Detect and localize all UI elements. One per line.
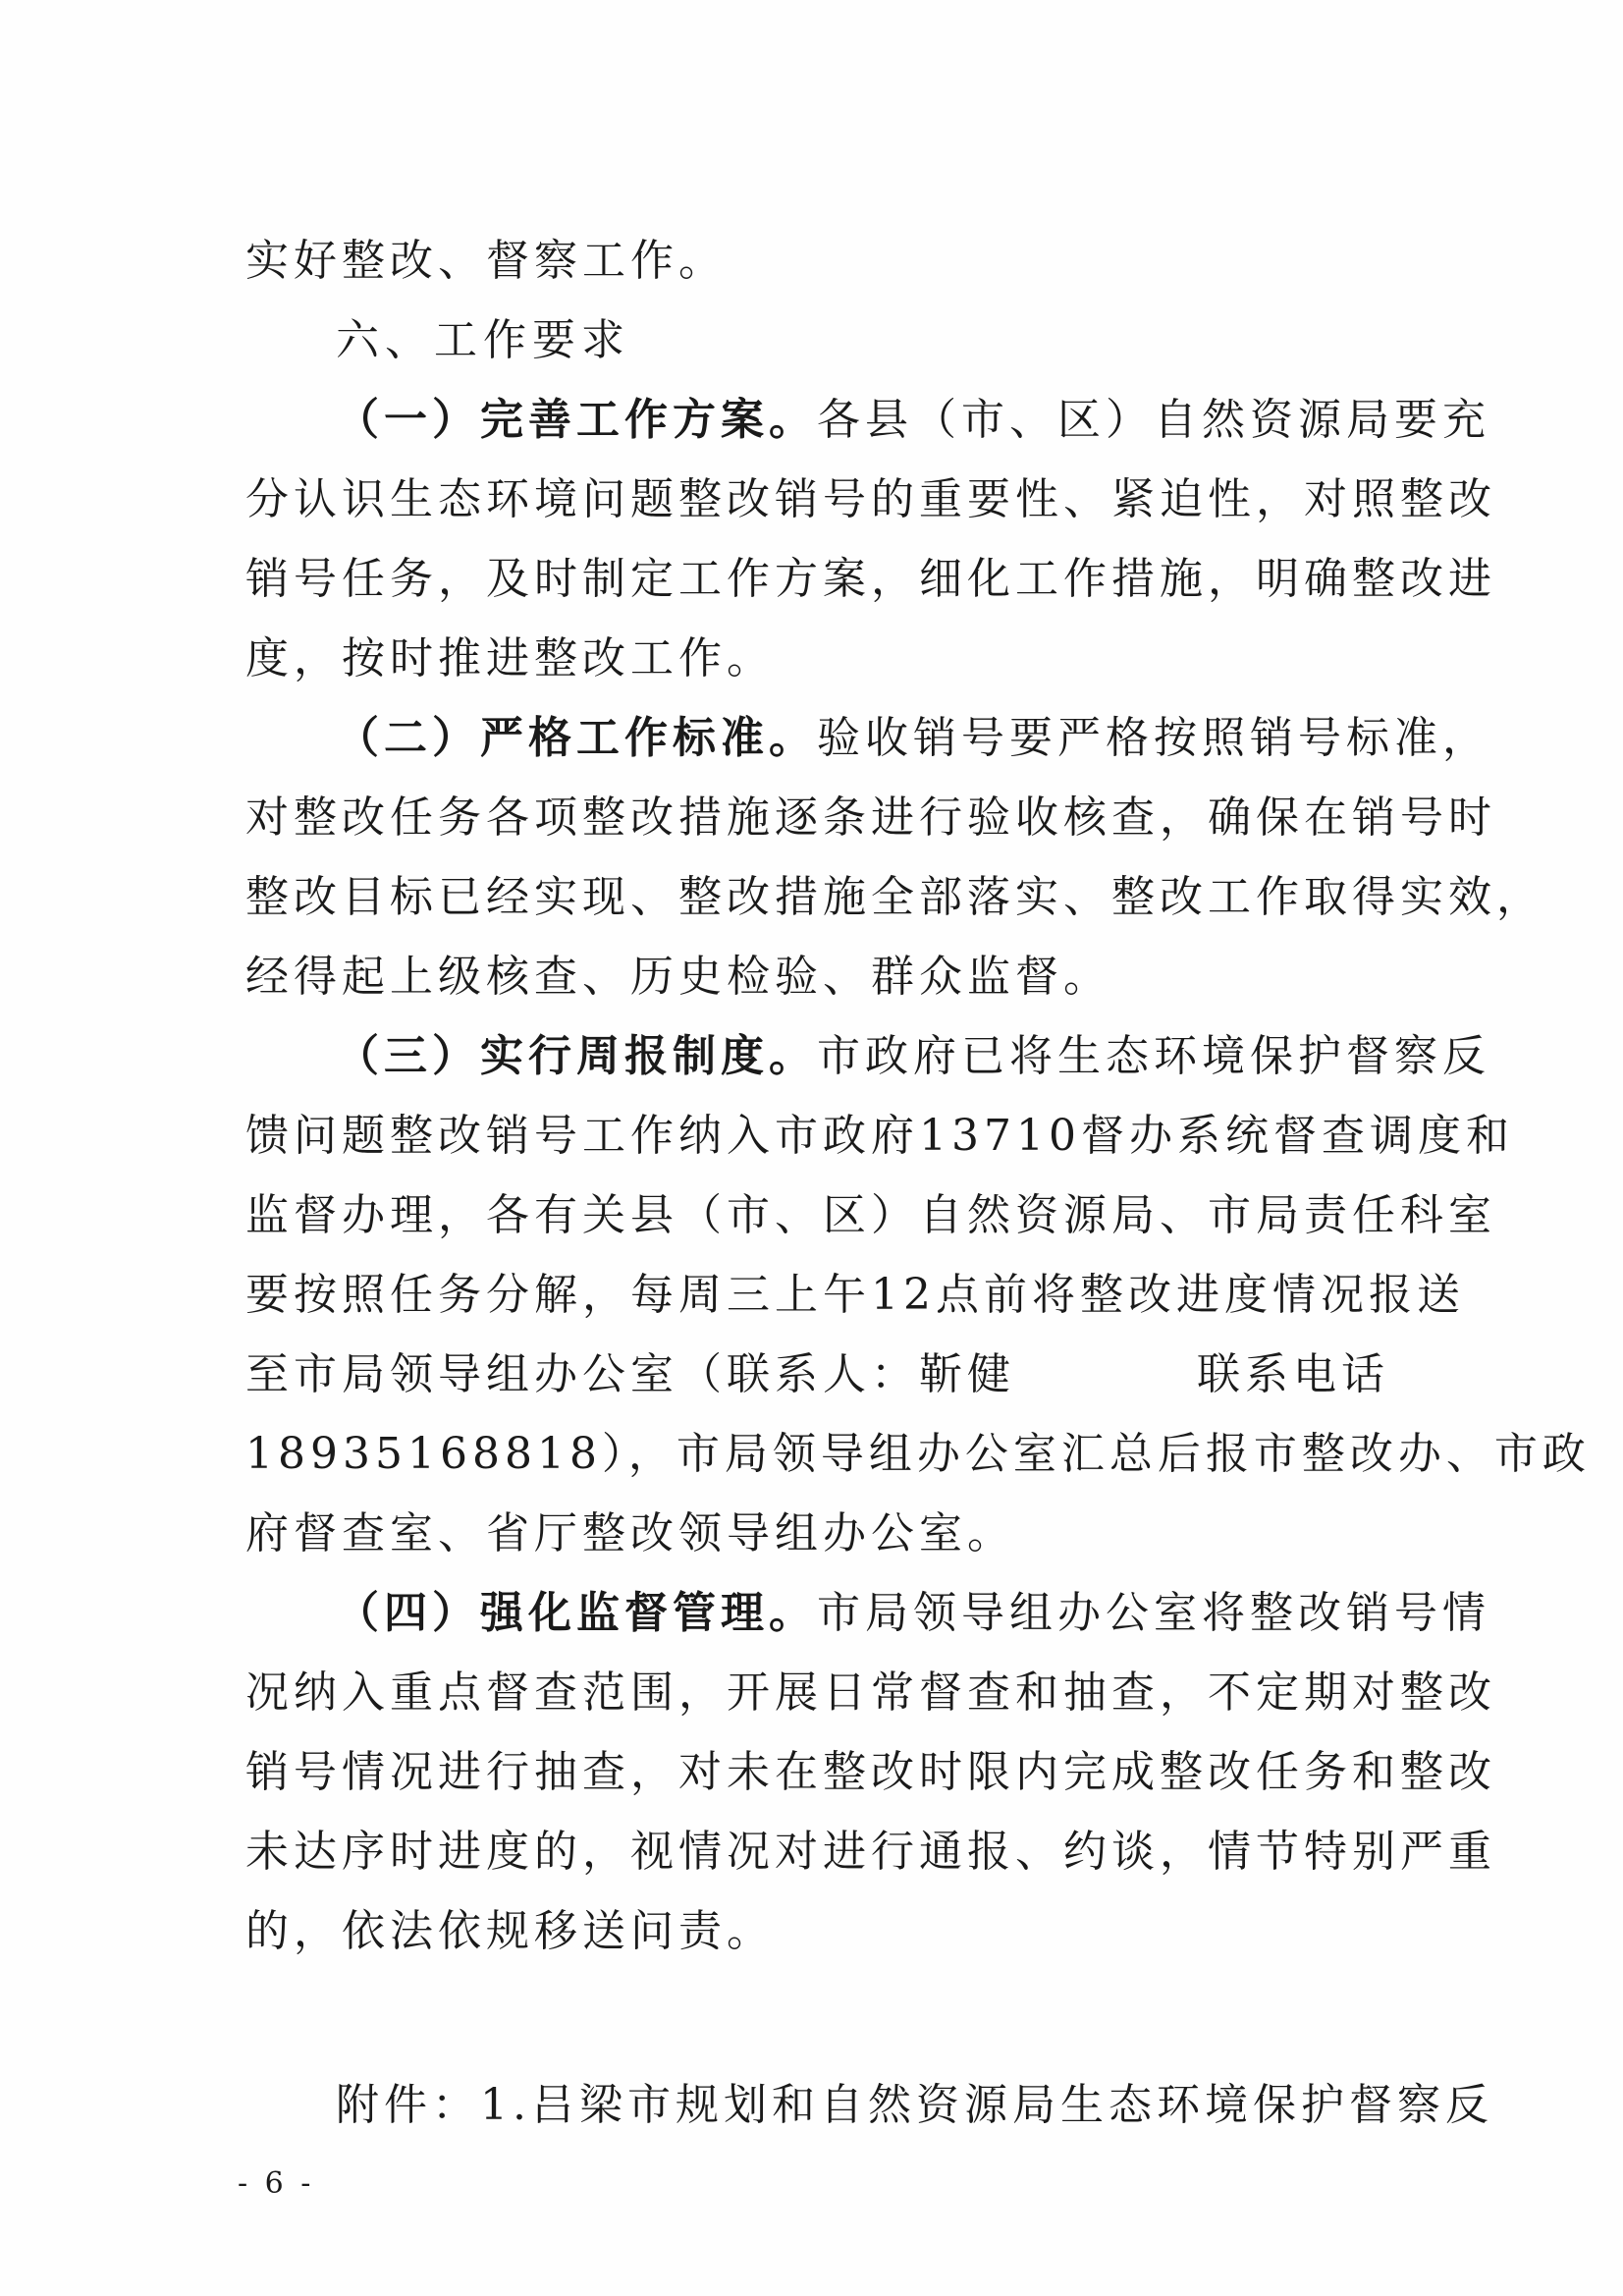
paragraph-text: 各县（市、区）自然资源局要充 bbox=[817, 395, 1490, 445]
paragraph-text: 市局领导组办公室将整改销号情 bbox=[817, 1588, 1490, 1638]
text-line: 对整改任务各项整改措施逐条进行验收核查，确保在销号时 bbox=[245, 793, 1496, 843]
spacer bbox=[245, 1971, 1389, 2065]
text-line: 实好整改、督察工作。 bbox=[245, 236, 727, 286]
paragraph-heading: （四）强化监督管理。 bbox=[336, 1588, 817, 1638]
paragraph-first-line bbox=[245, 1016, 1490, 1096]
text-line: 度，按时推进整改工作。 bbox=[245, 633, 775, 683]
text-line: 馈问题整改销号工作纳入市政府13710督办系统督查调度和 bbox=[245, 1111, 1514, 1161]
text-line: 销号情况进行抽查，对未在整改时限内完成整改任务和整改 bbox=[245, 1747, 1496, 1797]
text-line: 况纳入重点督查范围，开展日常督查和抽查，不定期对整改 bbox=[245, 1667, 1496, 1718]
document-body bbox=[245, 221, 1591, 2145]
text-line: 整改目标已经实现、整改措施全部落实、整改工作取得实效， bbox=[245, 872, 1544, 922]
text-line: 销号任务，及时制定工作方案，细化工作措施，明确整改进 bbox=[245, 554, 1496, 604]
text-line: 分认识生态环境问题整改销号的重要性、紧迫性，对照整改 bbox=[245, 474, 1496, 524]
contact-line bbox=[245, 1335, 1389, 1414]
page-number: - 6 - bbox=[238, 2166, 315, 2201]
text-line: 监督办理，各有关县（市、区）自然资源局、市局责任科室 bbox=[245, 1190, 1496, 1240]
paragraph-text: 验收销号要严格按照销号标准， bbox=[817, 713, 1490, 763]
paragraph-first-line bbox=[245, 1573, 1490, 1653]
text-line: 府督查室、省厅整改领导组办公室。 bbox=[245, 1508, 1015, 1558]
paragraph-heading: （二）严格工作标准。 bbox=[336, 713, 817, 763]
paragraph-text: 市政府已将生态环境保护督察反 bbox=[817, 1031, 1490, 1081]
paragraph-first-line bbox=[245, 380, 1490, 460]
text-line: 的，依法依规移送问责。 bbox=[245, 1906, 775, 1956]
section-heading: 六、工作要求 bbox=[336, 315, 630, 365]
paragraph-heading: （一）完善工作方案。 bbox=[336, 395, 817, 445]
paragraph-heading: （三）实行周报制度。 bbox=[336, 1031, 817, 1081]
contact-person: 至市局领导组办公室（联系人：靳健 bbox=[245, 1349, 1015, 1399]
attachment-line: 附件：1.吕梁市规划和自然资源局生态环境保护督察反 bbox=[336, 2080, 1493, 2130]
paragraph-first-line bbox=[245, 698, 1490, 778]
contact-phone-label: 联系电话 bbox=[1197, 1349, 1389, 1399]
text-line: 未达序时进度的，视情况对进行通报、约谈，情节特别严重 bbox=[245, 1827, 1496, 1877]
text-line: 经得起上级核查、历史检验、群众监督。 bbox=[245, 952, 1111, 1002]
text-line: 18935168818），市局领导组办公室汇总后报市整改办、市政 bbox=[245, 1429, 1591, 1479]
text-line: 要按照任务分解，每周三上午12点前将整改进度情况报送 bbox=[245, 1270, 1465, 1320]
